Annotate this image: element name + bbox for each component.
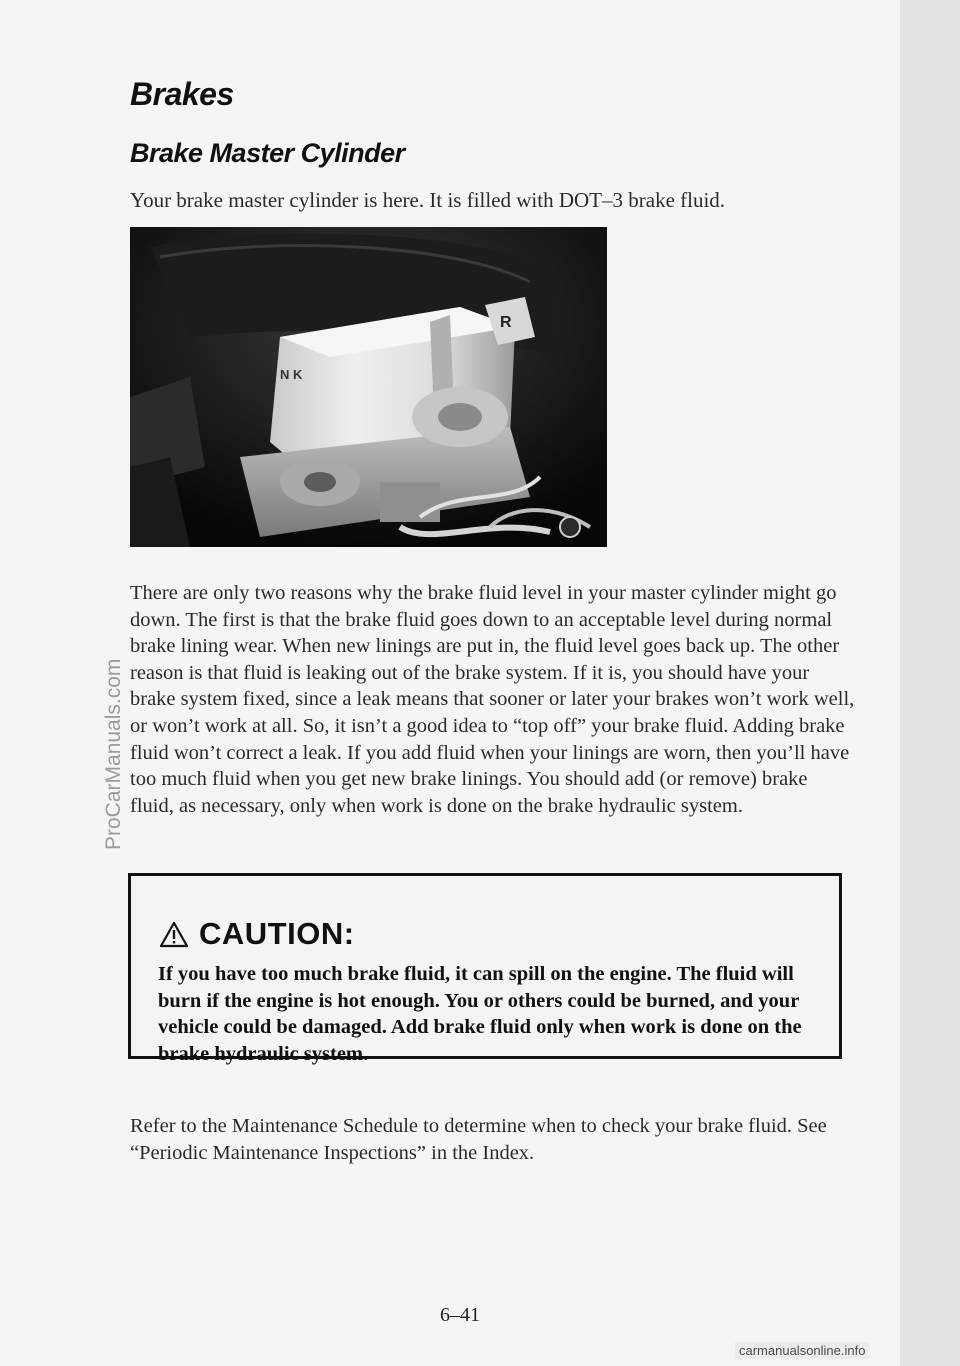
subsection-heading: Brake Master Cylinder [130,138,405,168]
master-cylinder-photo [130,227,607,547]
page-number: 6–41 [440,1304,480,1326]
caution-heading [159,916,355,952]
photo-label-r: R [500,314,512,331]
photo-label-nk: N K [280,367,303,382]
refer-paragraph: Refer to the Maintenance Schedule to determine when to check your brake fluid. See “Periodic Maintenance Inspections” in the Index. [130,1115,827,1164]
intro-text: Your brake master cylinder is here. It is filled with DOT–3 brake fluid. [130,188,726,212]
caution-text: If you have too much brake fluid, it can spill on the engine. The fluid will burn if the engine is hot enough. You or others could be burned, and your vehicle could be damaged. Add brake fluid only when work is done on the brake hydraulic system. [158,963,802,1066]
warning-triangle-icon [159,921,189,948]
body-paragraph: There are only two reasons why the brake fluid level in your master cylinder might go down. The first is that the brake fluid goes down to an acceptable level during normal brake lining wear. When new linings are put in, the fluid level goes back up. The other reason is that fluid is leaking out of the brake system. If it is, you should have your brake system fixed, since a leak means that sooner or later your brakes won’t work well, or won’t work at all. So, it isn’t a good idea to “top off” your brake fluid. Adding brake fluid won’t correct a leak. If you add fluid when your linings are worn, then you’ll have too much fluid when you get new brake linings. You should add (or remove) brake fluid, as necessary, only when work is done on the brake hydraulic system. [130,582,855,817]
side-watermark-text: ProCarManuals.com [102,658,125,850]
bottom-watermark: carmanualsonline.info [735,1342,869,1359]
caution-box [128,873,842,1066]
page-edge [900,0,960,1366]
section-heading: Brakes [130,76,234,112]
caution-title: CAUTION: [199,916,355,951]
